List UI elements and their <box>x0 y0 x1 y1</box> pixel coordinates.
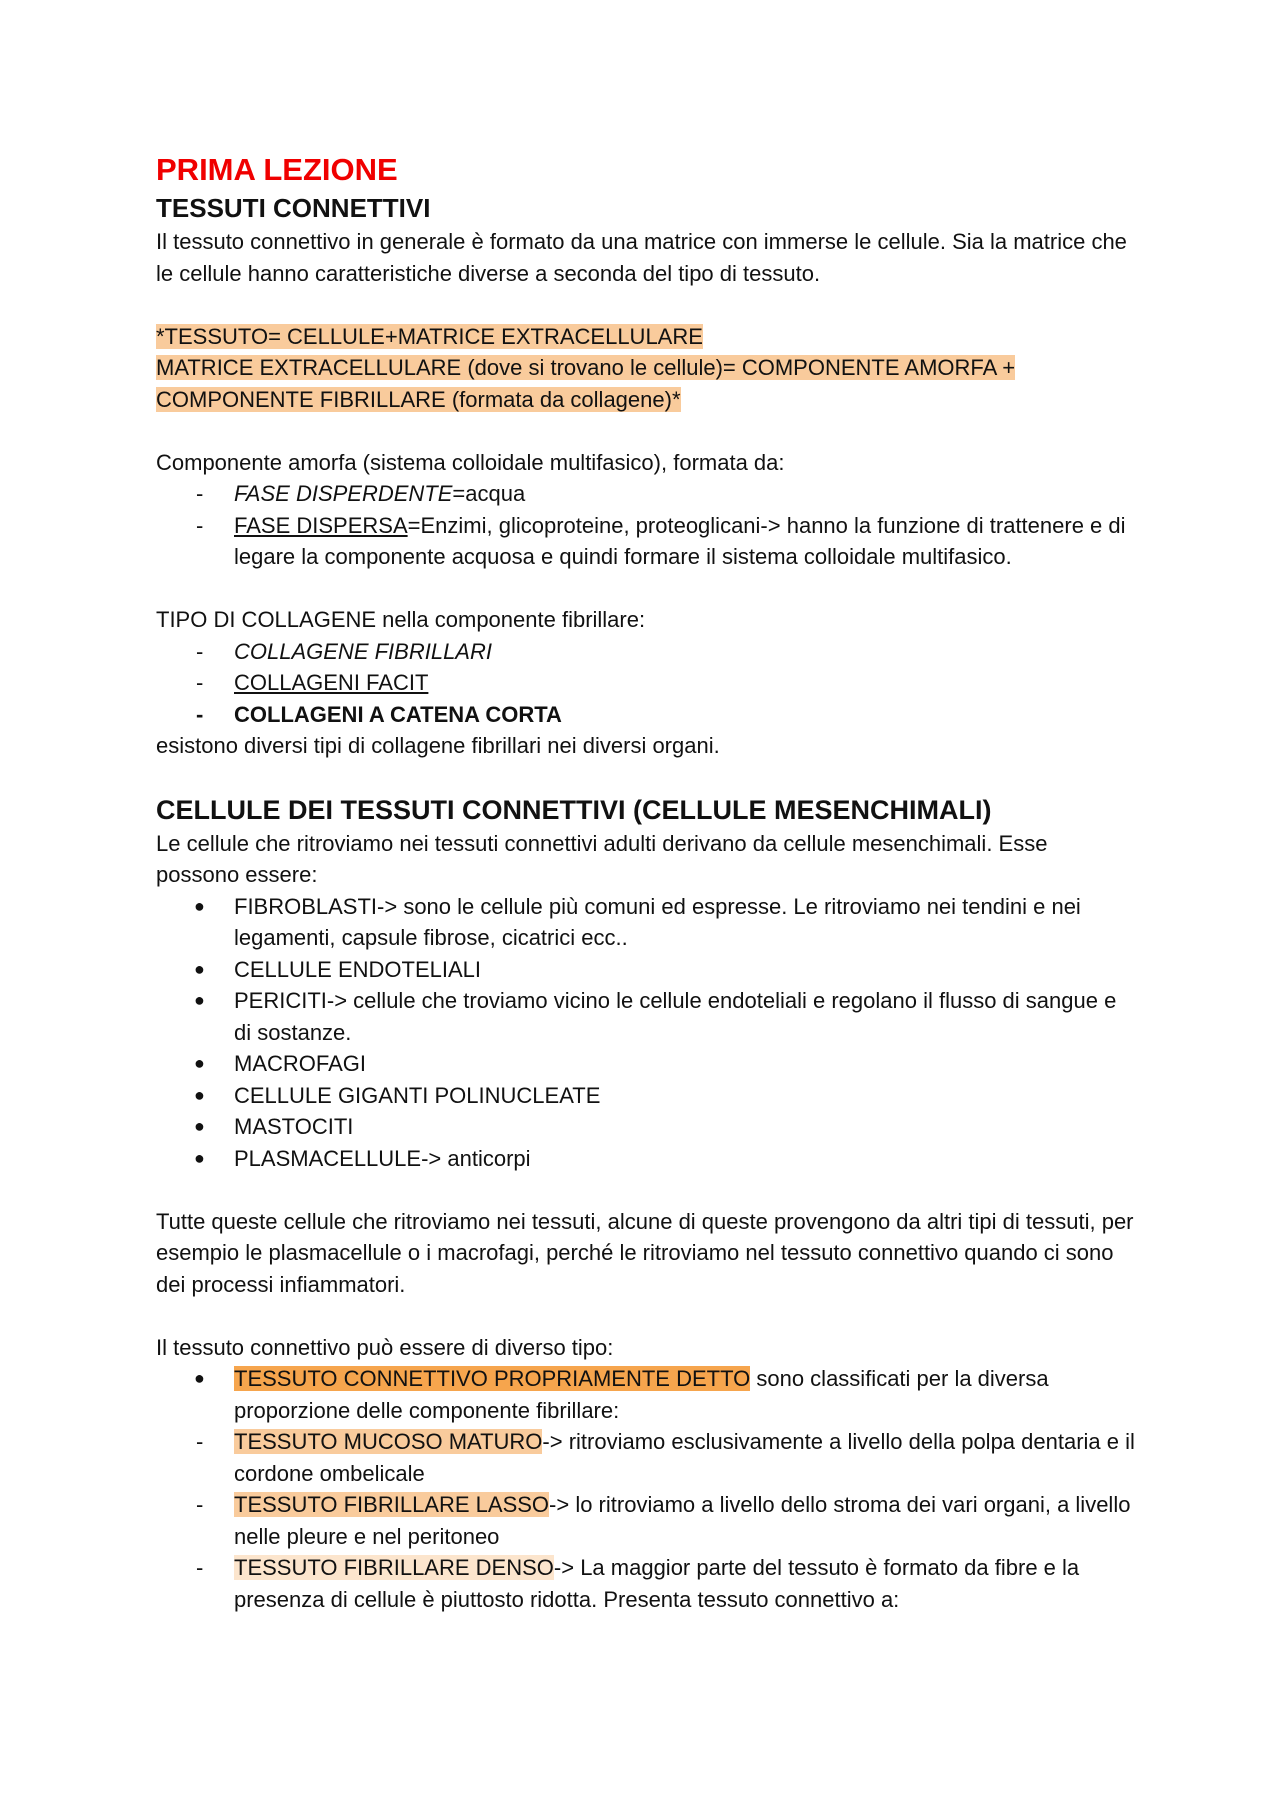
highlight-line: *TESSUTO= CELLULE+MATRICE EXTRACELLULARE <box>156 323 703 349</box>
list-item: ● CELLULE ENDOTELIALI <box>156 954 1136 986</box>
list-item <box>156 667 1136 699</box>
list-item <box>156 1363 1136 1426</box>
dash-marker: - <box>196 1555 204 1580</box>
dash-marker: - <box>196 1429 204 1454</box>
collagene-intro: TIPO DI COLLAGENE nella componente fibrillare: <box>156 607 646 632</box>
collagene-note: esistono diversi tipi di collagene fibrillari nei diversi organi. <box>156 733 720 758</box>
dash-marker: - <box>196 481 204 506</box>
collagene-type: COLLAGENI FACIT <box>234 670 429 695</box>
types-intro: Il tessuto connettivo può essere di diverso tipo: <box>156 1334 614 1360</box>
collagene-list <box>156 636 1136 731</box>
list-item: ● MASTOCITI <box>156 1111 1136 1143</box>
description: =Enzimi, glicoproteine, proteoglicani-> hanno la funzione di trattenere e di legare la componente acquosa e quindi formare il sistema colloidale multifasico. <box>234 512 1126 569</box>
description: -> lo ritroviamo a livello dello stroma dei vari organi, a livello nelle pleure e nel peritoneo <box>234 1492 1131 1549</box>
amorfa-list <box>156 478 1136 573</box>
document-page <box>156 150 1136 1615</box>
dash-marker: - <box>196 670 204 695</box>
bullet-marker: ● <box>194 1116 205 1136</box>
collagene-type: COLLAGENE FIBRILLARI <box>234 638 492 664</box>
bullet-marker: ● <box>194 958 205 979</box>
cell-list <box>156 891 1136 1175</box>
cellule-intro: Le cellule che ritroviamo nei tessuti connettivi adulti derivano da cellule mesenchimali. Esse possono essere: <box>156 830 1048 887</box>
dash-marker: - <box>196 638 204 664</box>
list-item: ● CELLULE GIGANTI POLINUCLEATE <box>156 1080 1136 1112</box>
list-item: ● PLASMACELLULE-> anticorpi <box>156 1143 1136 1175</box>
dash-marker: - <box>196 512 204 538</box>
term: FASE DISPERDENTE <box>234 481 453 506</box>
document-title: PRIMA LEZIONE <box>156 152 398 187</box>
list-item <box>156 636 1136 668</box>
dash-marker: - <box>196 701 204 727</box>
bullet-marker: ● <box>194 1053 205 1073</box>
subtypes-list <box>156 1426 1136 1615</box>
cellule-paragraph: Tutte queste cellule che ritroviamo nei tessuti, alcune di queste provengono da altri tipi di tessuti, per esempio le plasmacellule o i macrofagi, perché le ritroviamo nel tessuto connettivo quando ci sono dei processi infiammatori. <box>156 1208 1134 1297</box>
dash-marker: - <box>196 1492 204 1517</box>
term-highlight: TESSUTO CONNETTIVO PROPRIAMENTE DETTO <box>234 1366 751 1391</box>
description: sono classificati per la diversa proporzione delle componente fibrillare: <box>234 1366 1049 1423</box>
bullet-marker: ● <box>194 1084 205 1105</box>
section-heading-tessuti: TESSUTI CONNETTIVI <box>156 193 431 223</box>
bullet-marker: ● <box>194 895 205 916</box>
bullet-marker: ● <box>194 1368 205 1388</box>
description: -> La maggior parte del tessuto è formato da fibre e la presenza di cellule è piuttosto ridotta. Presenta tessuto connettivo a: <box>234 1555 1080 1612</box>
amorfa-intro: Componente amorfa (sistema colloidale multifasico), formata da: <box>156 449 785 475</box>
highlight-line: COMPONENTE FIBRILLARE (formata da collagene)* <box>156 386 681 412</box>
highlight-line: MATRICE EXTRACELLULARE (dove si trovano le cellule)= COMPONENTE AMORFA + <box>156 355 1016 380</box>
list-item: ● FIBROBLASTI-> sono le cellule più comuni ed espresse. Le ritroviamo nei tendini e nei legamenti, capsule fibrose, cicatrici ecc.. <box>156 891 1136 954</box>
intro-paragraph: Il tessuto connettivo in generale è formato da una matrice con immerse le cellule. Sia la matrice che le cellule hanno caratteristiche diverse a seconda del tipo di tessuto. <box>156 229 1127 286</box>
types-list <box>156 1363 1136 1426</box>
term-highlight: TESSUTO FIBRILLARE LASSO <box>234 1492 550 1517</box>
collagene-type: COLLAGENI A CATENA CORTA <box>234 701 562 727</box>
list-item: ● PERICITI-> cellule che troviamo vicino le cellule endoteliali e regolano il flusso di sangue e di sostanze. <box>156 985 1136 1048</box>
definition-highlight-block <box>156 321 1136 416</box>
list-item <box>156 1489 1136 1552</box>
list-item <box>156 1426 1136 1489</box>
term-highlight: TESSUTO MUCOSO MATURO <box>234 1429 543 1454</box>
list-item <box>156 510 1136 573</box>
list-item <box>156 1552 1136 1615</box>
description: =acqua <box>452 481 526 506</box>
bullet-marker: ● <box>194 1147 205 1168</box>
bullet-marker: ● <box>194 990 205 1010</box>
list-item <box>156 699 1136 731</box>
description: -> ritroviamo esclusivamente a livello della polpa dentaria e il cordone ombelicale <box>234 1429 1135 1486</box>
list-item <box>156 478 1136 510</box>
term-highlight: TESSUTO FIBRILLARE DENSO <box>234 1555 554 1580</box>
term: FASE DISPERSA <box>234 512 408 538</box>
section-heading-cellule: CELLULE DEI TESSUTI CONNETTIVI (CELLULE MESENCHIMALI) <box>156 794 992 825</box>
list-item: ● MACROFAGI <box>156 1048 1136 1080</box>
